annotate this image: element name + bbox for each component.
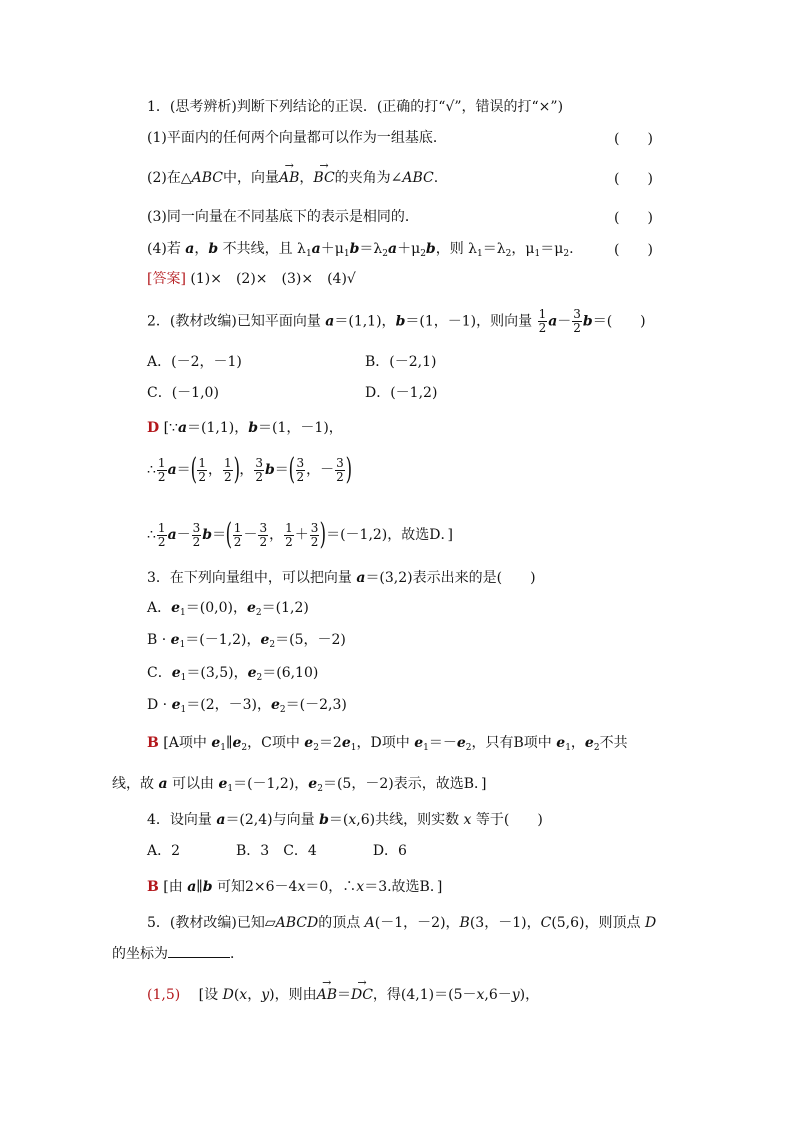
q3-option-d: $D \cdot e_1=(2$，－3)，$e_2=(-2,3)$ [147, 697, 347, 715]
q1-item-3: (3)同一向量在不同基底下的表示是相同的． [147, 209, 419, 225]
q3-option-c: C．$e_1=(3,5)$，$e_2=(6,10)$ [147, 665, 319, 683]
q1-item-2: (2)在△ABC中，向量→ AB，→ BC的夹角为∠ABC. [147, 168, 438, 188]
q2-solution-3: ∴ $\frac{1}{2}$ a－ $\frac{3}{2}$ b＝( $\frac{1}{2}$ － $\frac{3}{2}$ ， $\frac{1}{2}$ ＋ $\frac{3}{2}$ )＝(－1,2)，故选D．] [147, 517, 453, 552]
q1-item-4-blank: ( ) [614, 242, 653, 258]
q1-answer [147, 269, 356, 289]
q1-item-1-blank: ( ) [614, 131, 653, 147]
q2-option-c: C．(－1,0) [147, 385, 219, 401]
q5-solution: (1,5) [设 D(x，y)，则由→ AB＝→ DC，得(4,1)＝(5－x,6－y)， [147, 985, 539, 1005]
q3-option-b: $B \cdot e_1=(-1,2)$，$e_2=(5$，－2) [147, 632, 346, 650]
q2-solution-2: ∴ $\frac{1}{2}$ a＝( $\frac{1}{2}$ ， $\frac{1}{2}$ )， $\frac{3}{2}$ b＝( $\frac{3}{2}$ ，－ $\frac{3}{2}$ ) [147, 452, 352, 487]
q1-item-3-blank: ( ) [614, 210, 653, 226]
q3-solution-2: 线，故 a 可以由 $e_1=(-1,2)$，$e_2=(5$，－2)表示，故选B．] [112, 776, 487, 794]
q1-item-1: (1)平面内的任何两个向量都可以作为一组基底． [147, 130, 447, 146]
q3-option-a: A．$e_1=(0,0)$，$e_2=(1,2)$ [147, 600, 309, 618]
q2-stem: 2．(教材改编)已知平面向量 a＝(1,1)，b＝(1，－1)，则向量 $\frac{1}{2}$ a－ $\frac{3}{2}$ b＝( ) [147, 307, 646, 335]
q1-answer-text: (1)× (2)× (3)× (4)√ [190, 271, 356, 287]
q1-item-2-blank: ( ) [614, 171, 653, 187]
q4-answer-letter: B [147, 879, 159, 895]
q5-answer: (1,5) [147, 987, 181, 1003]
q5-answer-blank [168, 944, 230, 958]
q2-option-a: A．(－2，－1) [147, 354, 242, 370]
q3-answer-letter: B [147, 735, 159, 751]
q1-answer-tag: [答案] [147, 271, 186, 287]
q2-answer-letter: D [147, 420, 160, 436]
q1-item-4: (4)若 a，b 不共线，且 $\lambda_1a+\mu_1b=\lambda_2a+\mu_2b$，则 $\lambda_1=\lambda_2$，$\mu_1=\mu_2$. [147, 241, 574, 259]
q3-solution-1: B [A项中 $e_1\parallel e_2$，C项中 $e_2=2e_1$，D项中 $e_1=-e_2$，只有B项中 $e_1$，$e_2$不共 [147, 735, 628, 753]
q3-stem: 3．在下列向量组中，可以把向量 a＝(3,2)表示出来的是( ) [147, 570, 536, 586]
q2-solution-1: D [∵a＝(1,1)，b＝(1，－1)， [147, 420, 343, 436]
q1-stem: 1．(思考辨析)判断下列结论的正误．(正确的打“√”，错误的打“×”) [147, 99, 564, 115]
q5-stem-2: 的坐标为 ． [112, 946, 244, 962]
q4-stem: 4．设向量 a＝(2,4)与向量 b＝(x,6)共线，则实数 x 等于( ) [147, 812, 543, 828]
q5-stem-1: 5．(教材改编)已知▱ABCD的顶点 A(－1，－2)，B(3，－1)，C(5,6)，则顶点 D [147, 915, 657, 931]
q4-options: A．2 B．3 C．4 D．6 [147, 843, 407, 859]
q4-solution: B [由 a∥b 可知2×6－4x＝0，∴x＝3.故选B．] [147, 879, 443, 895]
q2-option-b: B．(－2,1) [365, 354, 437, 370]
q2-option-d: D．(－1,2) [365, 385, 438, 401]
